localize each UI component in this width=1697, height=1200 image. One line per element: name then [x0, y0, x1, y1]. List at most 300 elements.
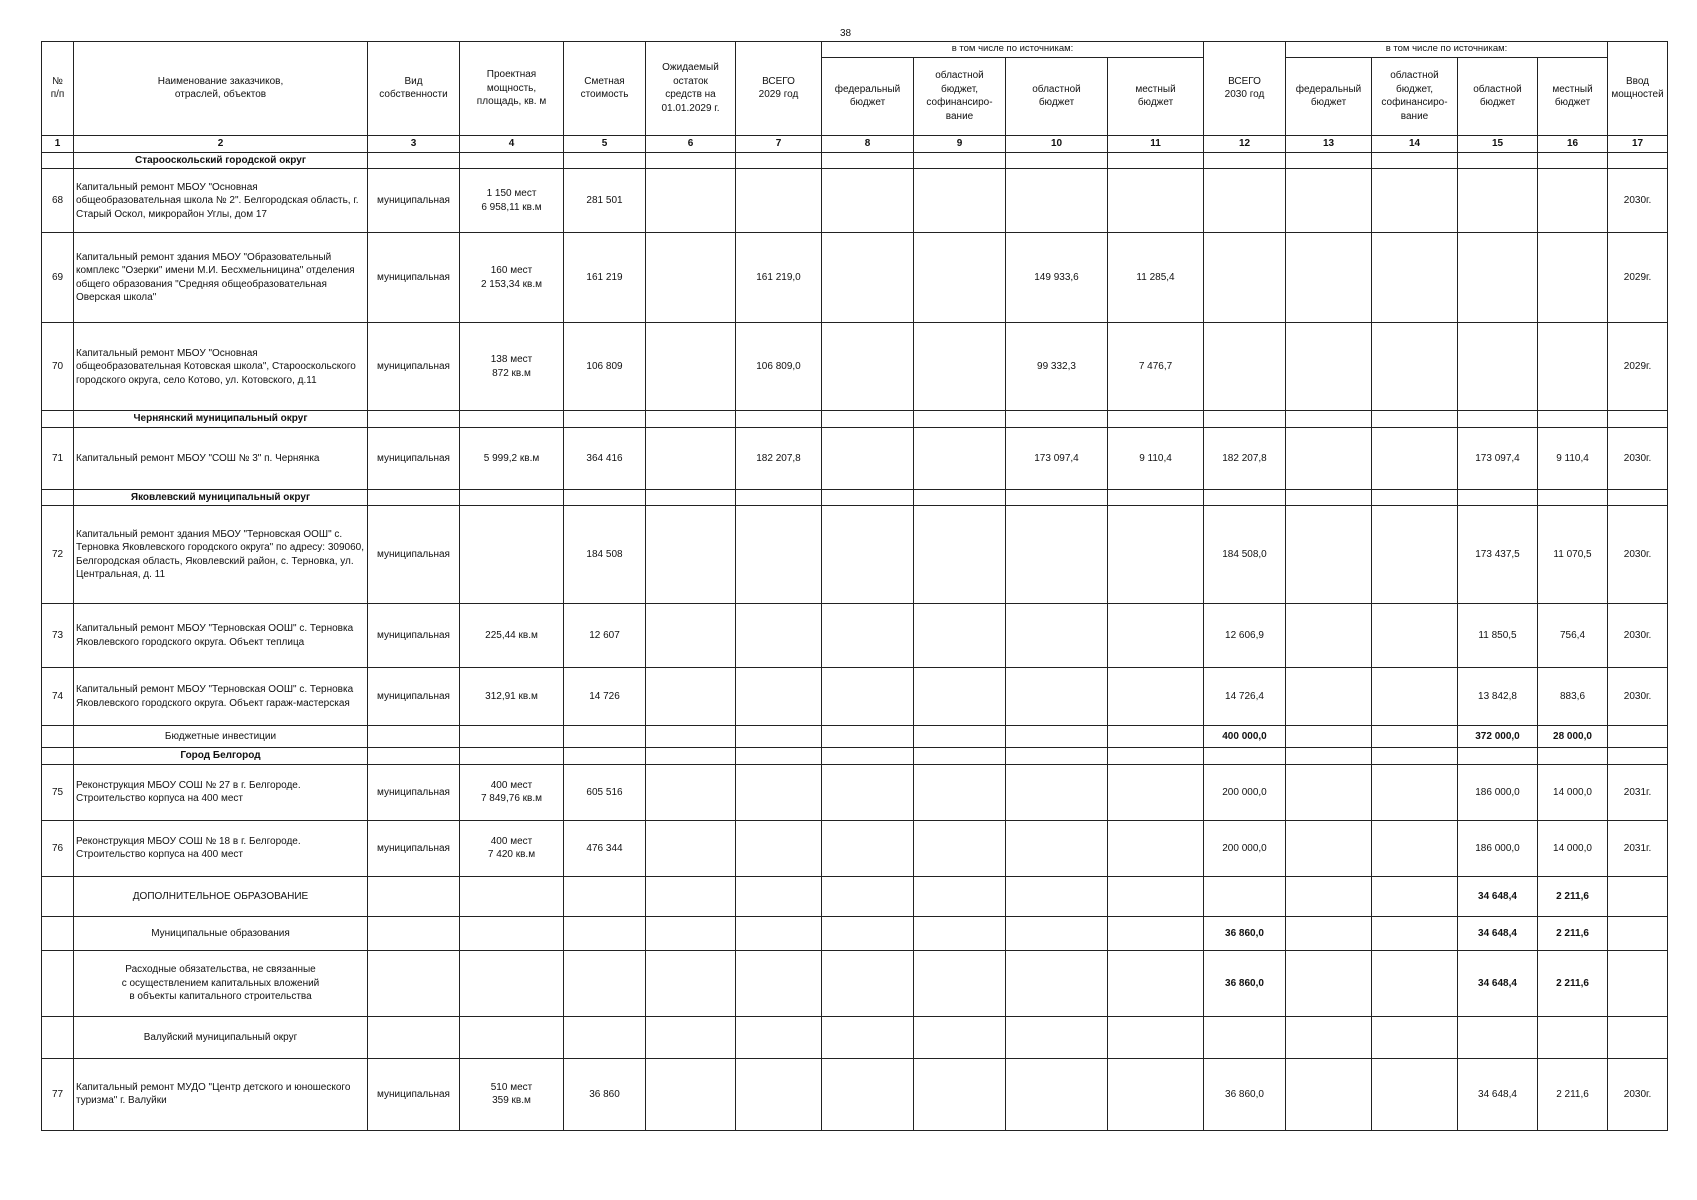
header-sources-2030: в том числе по источникам: — [1286, 42, 1608, 58]
cell-empty — [1286, 876, 1372, 916]
capacity: 1 150 мест 6 958,11 кв.м — [460, 169, 564, 233]
cell-empty — [736, 152, 822, 169]
amount-cofin2029 — [914, 323, 1006, 411]
amount-reg2030: 13 842,8 — [1458, 668, 1538, 726]
cell-empty — [368, 726, 460, 748]
amount-total2029: 106 809,0 — [736, 323, 822, 411]
group-name: Яковлевский муниципальный округ — [74, 489, 368, 506]
expected-remaining — [646, 668, 736, 726]
amount-total2030 — [1204, 169, 1286, 233]
cell-empty — [564, 726, 646, 748]
cell-empty — [1006, 489, 1108, 506]
column-number: 5 — [564, 135, 646, 152]
commissioning-year: 2030г. — [1608, 1058, 1668, 1130]
amount-total2030: 182 207,8 — [1204, 427, 1286, 489]
cell-empty — [646, 1016, 736, 1058]
amount-loc2029: 7 476,7 — [1108, 323, 1204, 411]
cell-empty — [42, 950, 74, 1016]
amount-loc2030: 2 211,6 — [1538, 1058, 1608, 1130]
total-2029 — [736, 876, 822, 916]
row-number: 74 — [42, 668, 74, 726]
amount-reg2029: 149 933,6 — [1006, 233, 1108, 323]
capacity — [460, 506, 564, 604]
cell-empty — [914, 950, 1006, 1016]
amount-reg2030: 11 850,5 — [1458, 604, 1538, 668]
amount-reg2030 — [1458, 169, 1538, 233]
cell-empty — [1286, 489, 1372, 506]
amount-cofin2029 — [914, 233, 1006, 323]
table-row — [42, 820, 1668, 876]
amount-cofin2030 — [1372, 820, 1458, 876]
table-row — [42, 668, 1668, 726]
amount-fed2030 — [1286, 668, 1372, 726]
cell-empty — [1286, 748, 1372, 765]
cell-empty — [1608, 726, 1668, 748]
amount-fed2029 — [822, 233, 914, 323]
amount-loc2030: 14 000,0 — [1538, 764, 1608, 820]
amount-reg2029: 173 097,4 — [1006, 427, 1108, 489]
amount-cofin2029 — [914, 668, 1006, 726]
ownership: муниципальная — [368, 506, 460, 604]
estimated-cost: 36 860 — [564, 1058, 646, 1130]
column-number: 3 — [368, 135, 460, 152]
local-2030: 2 211,6 — [1538, 876, 1608, 916]
table-row — [42, 323, 1668, 411]
amount-reg2030: 186 000,0 — [1458, 820, 1538, 876]
object-name: Капитальный ремонт МУДО "Центр детского и юношеского туризма" г. Валуйки — [74, 1058, 368, 1130]
row-number: 68 — [42, 169, 74, 233]
commissioning-year: 2029г. — [1608, 233, 1668, 323]
cell-empty — [564, 916, 646, 950]
total-2029 — [736, 950, 822, 1016]
cell-empty — [1538, 489, 1608, 506]
amount-reg2029 — [1006, 604, 1108, 668]
cell-empty — [1608, 748, 1668, 765]
cell-empty — [1286, 1016, 1372, 1058]
cell-empty — [822, 876, 914, 916]
amount-total2029 — [736, 506, 822, 604]
cell-empty — [1458, 748, 1538, 765]
amount-fed2029 — [822, 820, 914, 876]
estimated-cost: 476 344 — [564, 820, 646, 876]
summary-row — [42, 1016, 1668, 1058]
amount-fed2030 — [1286, 323, 1372, 411]
cell-empty — [822, 411, 914, 428]
total-2029 — [736, 916, 822, 950]
amount-cofin2030 — [1372, 668, 1458, 726]
cell-empty — [460, 748, 564, 765]
cell-empty — [822, 726, 914, 748]
cell-empty — [736, 748, 822, 765]
object-name: Капитальный ремонт здания МБОУ "Образовательный комплекс "Озерки" имени М.И. Бесхмельницина" отделения общего образования "Средняя общеобразовательная Оверская школа" — [74, 233, 368, 323]
cell-empty — [1204, 489, 1286, 506]
amount-reg2029 — [1006, 820, 1108, 876]
table-body — [42, 152, 1668, 1130]
total-2030 — [1204, 1016, 1286, 1058]
group-row — [42, 411, 1668, 428]
cell-empty — [1286, 726, 1372, 748]
cell-empty — [1372, 950, 1458, 1016]
ownership: муниципальная — [368, 764, 460, 820]
column-number: 17 — [1608, 135, 1668, 152]
amount-fed2029 — [822, 427, 914, 489]
cell-empty — [1372, 748, 1458, 765]
cell-empty — [1108, 489, 1204, 506]
cell-empty — [1372, 1016, 1458, 1058]
expected-remaining — [646, 604, 736, 668]
cell-empty — [646, 726, 736, 748]
row-number: 71 — [42, 427, 74, 489]
commissioning-year: 2030г. — [1608, 427, 1668, 489]
cell-empty — [1608, 152, 1668, 169]
cell-empty — [736, 489, 822, 506]
ownership: муниципальная — [368, 323, 460, 411]
capacity: 225,44 кв.м — [460, 604, 564, 668]
amount-cofin2029 — [914, 506, 1006, 604]
amount-reg2030: 173 097,4 — [1458, 427, 1538, 489]
amount-total2029 — [736, 820, 822, 876]
cell-empty — [822, 916, 914, 950]
ownership: муниципальная — [368, 820, 460, 876]
commissioning-year: 2031г. — [1608, 820, 1668, 876]
table-row — [42, 1058, 1668, 1130]
object-name: Капитальный ремонт МБОУ "Терновская ООШ" с. Терновка Яковлевского городского округа. Объект гараж-мастерская — [74, 668, 368, 726]
local-2029 — [1108, 1016, 1204, 1058]
estimated-cost: 605 516 — [564, 764, 646, 820]
cell-empty — [914, 1016, 1006, 1058]
cell-empty — [564, 876, 646, 916]
capacity: 160 мест 2 153,34 кв.м — [460, 233, 564, 323]
header-remaining: Ожидаемый остаток средств на 01.01.2029 г. — [646, 42, 736, 136]
amount-loc2029 — [1108, 668, 1204, 726]
commissioning-year: 2030г. — [1608, 668, 1668, 726]
row-number: 69 — [42, 233, 74, 323]
amount-reg2029 — [1006, 764, 1108, 820]
cell-empty — [1458, 489, 1538, 506]
amount-reg2029 — [1006, 506, 1108, 604]
header-cofin-2030: областной бюджет, софинансиро- вание — [1372, 57, 1458, 135]
amount-total2030: 184 508,0 — [1204, 506, 1286, 604]
local-2030: 2 211,6 — [1538, 950, 1608, 1016]
amount-fed2030 — [1286, 427, 1372, 489]
cell-empty — [1108, 748, 1204, 765]
estimated-cost: 14 726 — [564, 668, 646, 726]
summary-name: Бюджетные инвестиции — [74, 726, 368, 748]
cell-empty — [42, 1016, 74, 1058]
regional-2029 — [1006, 726, 1108, 748]
header-cofin-2029: областной бюджет, софинансиро- вание — [914, 57, 1006, 135]
cell-empty — [1538, 152, 1608, 169]
cell-empty — [460, 950, 564, 1016]
cell-empty — [1286, 916, 1372, 950]
regional-2030: 372 000,0 — [1458, 726, 1538, 748]
cell-empty — [368, 748, 460, 765]
amount-loc2030: 756,4 — [1538, 604, 1608, 668]
cell-empty — [1372, 876, 1458, 916]
ownership: муниципальная — [368, 668, 460, 726]
cell-empty — [1538, 411, 1608, 428]
cell-empty — [646, 489, 736, 506]
amount-total2029 — [736, 169, 822, 233]
header-total-2030: ВСЕГО 2030 год — [1204, 42, 1286, 136]
cell-empty — [1286, 411, 1372, 428]
group-name: Чернянский муниципальный округ — [74, 411, 368, 428]
column-number: 14 — [1372, 135, 1458, 152]
cell-empty — [822, 1016, 914, 1058]
cell-empty — [822, 489, 914, 506]
local-2029 — [1108, 916, 1204, 950]
amount-total2030: 14 726,4 — [1204, 668, 1286, 726]
amount-fed2029 — [822, 764, 914, 820]
total-2030: 36 860,0 — [1204, 916, 1286, 950]
column-number: 15 — [1458, 135, 1538, 152]
ownership: муниципальная — [368, 169, 460, 233]
expected-remaining — [646, 764, 736, 820]
cell-empty — [564, 1016, 646, 1058]
cell-empty — [564, 152, 646, 169]
capacity: 400 мест 7 420 кв.м — [460, 820, 564, 876]
cell-empty — [460, 152, 564, 169]
object-name: Капитальный ремонт здания МБОУ "Терновская ООШ" с. Терновка Яковлевского городского округа" по адресу: 309060, Белгородская область, Яковлевский район, с. Терновка, ул. Центральная, д. 11 — [74, 506, 368, 604]
header-regional-2030: областной бюджет — [1458, 57, 1538, 135]
amount-reg2030 — [1458, 323, 1538, 411]
regional-2030: 34 648,4 — [1458, 916, 1538, 950]
amount-fed2030 — [1286, 506, 1372, 604]
group-row — [42, 152, 1668, 169]
summary-row — [42, 916, 1668, 950]
cell-empty — [1608, 411, 1668, 428]
table-row — [42, 233, 1668, 323]
column-number: 2 — [74, 135, 368, 152]
cell-empty — [822, 748, 914, 765]
amount-loc2029 — [1108, 169, 1204, 233]
row-number: 75 — [42, 764, 74, 820]
amount-reg2030: 173 437,5 — [1458, 506, 1538, 604]
amount-reg2029 — [1006, 169, 1108, 233]
estimated-cost: 106 809 — [564, 323, 646, 411]
column-number: 10 — [1006, 135, 1108, 152]
header-local-2030: местный бюджет — [1538, 57, 1608, 135]
amount-cofin2030 — [1372, 506, 1458, 604]
cell-empty — [1538, 748, 1608, 765]
cell-empty — [1608, 876, 1668, 916]
local-2030: 28 000,0 — [1538, 726, 1608, 748]
commissioning-year: 2030г. — [1608, 604, 1668, 668]
object-name: Капитальный ремонт МБОУ "Основная общеобразовательная школа № 2". Белгородская область, г. Старый Оскол, микрорайон Углы, дом 17 — [74, 169, 368, 233]
column-number: 16 — [1538, 135, 1608, 152]
total-2029 — [736, 726, 822, 748]
amount-loc2030: 14 000,0 — [1538, 820, 1608, 876]
object-name: Реконструкция МБОУ СОШ № 27 в г. Белгороде. Строительство корпуса на 400 мест — [74, 764, 368, 820]
commissioning-year: 2029г. — [1608, 323, 1668, 411]
cell-empty — [1608, 1016, 1668, 1058]
amount-loc2030 — [1538, 169, 1608, 233]
capacity: 312,91 кв.м — [460, 668, 564, 726]
summary-name: ДОПОЛНИТЕЛЬНОЕ ОБРАЗОВАНИЕ — [74, 876, 368, 916]
regional-2029 — [1006, 1016, 1108, 1058]
amount-loc2030: 11 070,5 — [1538, 506, 1608, 604]
cell-empty — [368, 916, 460, 950]
table-row — [42, 604, 1668, 668]
local-2029 — [1108, 876, 1204, 916]
header-capacity: Проектная мощность, площадь, кв. м — [460, 42, 564, 136]
group-row — [42, 489, 1668, 506]
header-federal-2029: федеральный бюджет — [822, 57, 914, 135]
cell-empty — [1608, 489, 1668, 506]
column-number: 9 — [914, 135, 1006, 152]
amount-cofin2029 — [914, 427, 1006, 489]
amount-fed2029 — [822, 506, 914, 604]
amount-cofin2030 — [1372, 764, 1458, 820]
cell-empty — [1608, 916, 1668, 950]
cell-empty — [914, 411, 1006, 428]
summary-row — [42, 726, 1668, 748]
cell-empty — [914, 152, 1006, 169]
column-number: 1 — [42, 135, 74, 152]
expected-remaining — [646, 1058, 736, 1130]
column-number: 4 — [460, 135, 564, 152]
local-2029 — [1108, 950, 1204, 1016]
capacity: 510 мест 359 кв.м — [460, 1058, 564, 1130]
estimated-cost: 12 607 — [564, 604, 646, 668]
amount-reg2030 — [1458, 233, 1538, 323]
ownership: муниципальная — [368, 427, 460, 489]
summary-name: Валуйский муниципальный округ — [74, 1016, 368, 1058]
amount-cofin2030 — [1372, 604, 1458, 668]
estimated-cost: 281 501 — [564, 169, 646, 233]
amount-reg2030: 186 000,0 — [1458, 764, 1538, 820]
amount-cofin2030 — [1372, 427, 1458, 489]
estimated-cost: 184 508 — [564, 506, 646, 604]
amount-reg2030: 34 648,4 — [1458, 1058, 1538, 1130]
cell-empty — [1204, 411, 1286, 428]
amount-fed2029 — [822, 1058, 914, 1130]
column-number: 12 — [1204, 135, 1286, 152]
cell-empty — [368, 411, 460, 428]
cell-empty — [1608, 950, 1668, 1016]
header-cost: Сметная стоимость — [564, 42, 646, 136]
amount-total2030: 36 860,0 — [1204, 1058, 1286, 1130]
amount-loc2029 — [1108, 1058, 1204, 1130]
cell-empty — [646, 950, 736, 1016]
cell-empty — [42, 411, 74, 428]
cell-empty — [1006, 748, 1108, 765]
amount-reg2029 — [1006, 1058, 1108, 1130]
total-2030: 36 860,0 — [1204, 950, 1286, 1016]
amount-loc2030 — [1538, 323, 1608, 411]
estimated-cost: 364 416 — [564, 427, 646, 489]
column-number: 11 — [1108, 135, 1204, 152]
cell-empty — [1458, 411, 1538, 428]
header-total-2029: ВСЕГО 2029 год — [736, 42, 822, 136]
cell-empty — [1372, 152, 1458, 169]
amount-fed2030 — [1286, 1058, 1372, 1130]
ownership: муниципальная — [368, 233, 460, 323]
amount-fed2029 — [822, 169, 914, 233]
amount-fed2030 — [1286, 233, 1372, 323]
cell-empty — [42, 726, 74, 748]
regional-2029 — [1006, 876, 1108, 916]
amount-cofin2029 — [914, 820, 1006, 876]
amount-total2030: 200 000,0 — [1204, 820, 1286, 876]
ownership: муниципальная — [368, 1058, 460, 1130]
header-commissioning: Ввод мощностей — [1608, 42, 1668, 136]
cell-empty — [914, 916, 1006, 950]
amount-reg2029: 99 332,3 — [1006, 323, 1108, 411]
expected-remaining — [646, 820, 736, 876]
summary-row — [42, 950, 1668, 1016]
amount-loc2029 — [1108, 604, 1204, 668]
amount-loc2029: 11 285,4 — [1108, 233, 1204, 323]
amount-total2030 — [1204, 233, 1286, 323]
amount-cofin2029 — [914, 1058, 1006, 1130]
amount-total2029 — [736, 764, 822, 820]
object-name: Капитальный ремонт МБОУ "Основная общеобразовательная Котовская школа", Старооскольского городского округа, село Котово, ул. Котовского, д.11 — [74, 323, 368, 411]
expected-remaining — [646, 323, 736, 411]
total-2029 — [736, 1016, 822, 1058]
local-2030: 2 211,6 — [1538, 916, 1608, 950]
cell-empty — [646, 152, 736, 169]
cell-empty — [1108, 152, 1204, 169]
column-numbers-row — [42, 135, 1668, 152]
cell-empty — [460, 726, 564, 748]
expected-remaining — [646, 427, 736, 489]
cell-empty — [1204, 748, 1286, 765]
estimated-cost: 161 219 — [564, 233, 646, 323]
table-row — [42, 169, 1668, 233]
cell-empty — [736, 411, 822, 428]
cell-empty — [1286, 950, 1372, 1016]
cell-empty — [1458, 152, 1538, 169]
local-2030 — [1538, 1016, 1608, 1058]
cell-empty — [646, 876, 736, 916]
expected-remaining — [646, 233, 736, 323]
cell-empty — [914, 726, 1006, 748]
amount-loc2029: 9 110,4 — [1108, 427, 1204, 489]
header-ownership: Вид собственности — [368, 42, 460, 136]
column-number: 13 — [1286, 135, 1372, 152]
row-number: 76 — [42, 820, 74, 876]
cell-empty — [1372, 916, 1458, 950]
amount-loc2030 — [1538, 233, 1608, 323]
cell-empty — [564, 748, 646, 765]
column-number: 7 — [736, 135, 822, 152]
amount-total2029: 161 219,0 — [736, 233, 822, 323]
amount-cofin2030 — [1372, 1058, 1458, 1130]
commissioning-year: 2030г. — [1608, 506, 1668, 604]
regional-2030: 34 648,4 — [1458, 876, 1538, 916]
table-header — [42, 42, 1668, 153]
cell-empty — [368, 152, 460, 169]
amount-loc2029 — [1108, 764, 1204, 820]
amount-fed2029 — [822, 323, 914, 411]
expected-remaining — [646, 169, 736, 233]
object-name: Реконструкция МБОУ СОШ № 18 в г. Белгороде. Строительство корпуса на 400 мест — [74, 820, 368, 876]
group-name: Старооскольский городской округ — [74, 152, 368, 169]
total-2030 — [1204, 876, 1286, 916]
cell-empty — [1204, 152, 1286, 169]
cell-empty — [42, 876, 74, 916]
amount-total2030: 12 606,9 — [1204, 604, 1286, 668]
amount-total2029 — [736, 604, 822, 668]
amount-total2029: 182 207,8 — [736, 427, 822, 489]
amount-cofin2030 — [1372, 323, 1458, 411]
summary-name: Расходные обязательства, не связанные с осуществлением капитальных вложений в объекты капитального строительства — [74, 950, 368, 1016]
cell-empty — [42, 152, 74, 169]
amount-fed2030 — [1286, 820, 1372, 876]
header-no: № п/п — [42, 42, 74, 136]
header-regional-2029: областной бюджет — [1006, 57, 1108, 135]
